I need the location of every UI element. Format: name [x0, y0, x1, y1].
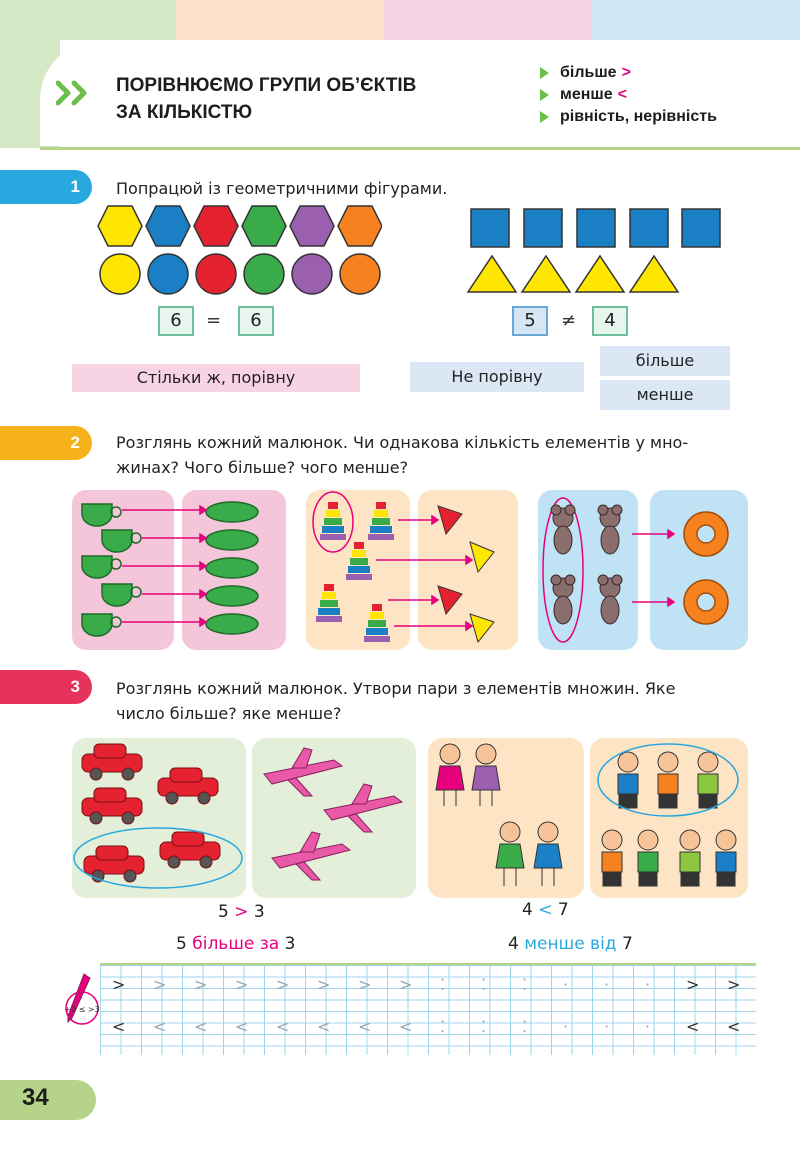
writing-cell[interactable]: >: [399, 975, 413, 994]
writing-cell[interactable]: <: [276, 1017, 290, 1036]
triangle: [522, 256, 570, 292]
mice-donuts-illustration: [538, 490, 748, 650]
task-3-text: [116, 676, 675, 726]
cup-icon: [82, 614, 112, 636]
cup-icon: [82, 556, 112, 578]
comparison-girls-boys: 4 < 7: [522, 900, 569, 920]
boy-icon: [618, 752, 638, 808]
keyword-list: [538, 62, 717, 128]
writing-cell[interactable]: ·: [645, 975, 651, 994]
car-icon: [158, 768, 218, 804]
top-band-pink: [384, 0, 592, 40]
writing-cell[interactable]: >: [153, 975, 167, 994]
writing-cell[interactable]: >: [235, 975, 249, 994]
hexagon-blue: [146, 206, 190, 246]
triangle-row: [466, 254, 696, 294]
circle-red: [196, 254, 236, 294]
pencil-icon: [60, 972, 100, 1034]
writing-cell[interactable]: >: [317, 975, 331, 994]
task-number-3: 3: [0, 670, 92, 704]
equal-sign: =: [206, 310, 222, 331]
circle-green: [244, 254, 284, 294]
pyramids-tops-illustration: [306, 490, 518, 650]
circle-row: [96, 252, 384, 296]
label-equal: Стільки ж, порівну: [72, 364, 360, 392]
top-band-green: [0, 0, 176, 40]
writing-cell[interactable]: <: [358, 1017, 372, 1036]
chevron-icon: [56, 80, 96, 110]
count-triangles: 4: [592, 306, 628, 336]
girl-icon: [436, 744, 464, 806]
pencil-label: +2 ≤ >3: [64, 1005, 100, 1014]
triangle: [576, 256, 624, 292]
spinning-top-icon: [438, 586, 462, 614]
spinning-top-icon: [470, 542, 494, 572]
writing-cell[interactable]: <: [235, 1017, 249, 1036]
pyramid-icon: [368, 502, 394, 540]
count-circles: 6: [238, 306, 274, 336]
task-2-text: [116, 430, 688, 480]
triangle: [630, 256, 678, 292]
writing-cell[interactable]: ⁚: [522, 975, 528, 994]
keyword-equality: рівність, нерівність: [538, 106, 717, 128]
top-band-blue: [592, 0, 800, 40]
task-2-line-1: Розглянь кожний малюнок. Чи однакова кількість елементів у мно-: [116, 433, 689, 452]
plate-icon: [206, 502, 258, 522]
plate-icon: [206, 558, 258, 578]
task-2-line-2: жинах? Чого більше? чого менше?: [116, 458, 409, 477]
boy-icon: [658, 752, 678, 808]
boy-icon: [602, 830, 622, 886]
circle-orange: [340, 254, 380, 294]
writing-cell[interactable]: <: [112, 1017, 126, 1036]
square: [682, 209, 720, 247]
plane-icon: [324, 784, 402, 832]
task-3-line-2: число більше? яке менше?: [116, 704, 342, 723]
spinning-top-icon: [470, 614, 494, 642]
hexagon-purple: [290, 206, 334, 246]
pyramid-icon: [364, 604, 390, 642]
writing-cell[interactable]: >: [686, 975, 700, 994]
page-number: 34: [22, 1084, 49, 1111]
writing-cell[interactable]: <: [686, 1017, 700, 1036]
writing-cell[interactable]: >: [276, 975, 290, 994]
car-icon: [82, 744, 142, 780]
donut-icon: [684, 512, 728, 556]
title-line-1: ПОРІВНЮЄМО ГРУПИ ОБ’ЄКТІВ: [116, 75, 417, 96]
square: [577, 209, 615, 247]
writing-cell[interactable]: ⁚: [481, 1017, 487, 1036]
girl-icon: [496, 822, 524, 886]
writing-cell[interactable]: >: [112, 975, 126, 994]
page-title: [116, 72, 416, 126]
phrase-more-than: 5 більше за 3: [176, 934, 296, 954]
girl-icon: [472, 744, 500, 806]
plate-icon: [206, 586, 258, 606]
hexagon-row: [96, 204, 382, 248]
label-more: більше: [600, 346, 730, 376]
circle-purple: [292, 254, 332, 294]
writing-cell[interactable]: ⁚: [522, 1017, 528, 1036]
writing-cell[interactable]: >: [727, 975, 741, 994]
writing-cell[interactable]: <: [399, 1017, 413, 1036]
title-line-2: ЗА КІЛЬКІСТЮ: [116, 102, 253, 123]
writing-cell[interactable]: ·: [563, 1017, 569, 1036]
circle-blue: [148, 254, 188, 294]
writing-cell[interactable]: ⁚: [440, 975, 446, 994]
mouse-icon: [551, 575, 575, 624]
triangle: [468, 256, 516, 292]
plate-icon: [206, 530, 258, 550]
writing-cell[interactable]: ·: [645, 1017, 651, 1036]
writing-cell[interactable]: ⁚: [481, 975, 487, 994]
writing-cell[interactable]: ·: [604, 1017, 610, 1036]
mouse-icon: [598, 505, 622, 554]
label-not-equal: Не порівну: [410, 362, 584, 392]
square: [524, 209, 562, 247]
phrase-less-than: 4 менше від 7: [508, 934, 633, 954]
writing-cell[interactable]: >: [358, 975, 372, 994]
pyramid-icon: [346, 542, 372, 580]
task-number-1: 1: [0, 170, 92, 204]
count-hexagons: 6: [158, 306, 194, 336]
cups-plates-illustration: [72, 490, 288, 650]
plane-icon: [272, 832, 350, 880]
writing-cell[interactable]: <: [317, 1017, 331, 1036]
circle-yellow: [100, 254, 140, 294]
task-number-2: 2: [0, 426, 92, 460]
boy-icon: [716, 830, 736, 886]
writing-grid[interactable]: [100, 963, 756, 1055]
not-equal-sign: ≠: [561, 310, 577, 331]
keyword-more: більше >: [538, 62, 717, 84]
mouse-icon: [598, 575, 622, 624]
car-icon: [160, 832, 220, 868]
spinning-top-icon: [438, 506, 462, 534]
square: [630, 209, 668, 247]
cup-icon: [82, 504, 112, 526]
pyramid-icon: [316, 584, 342, 622]
writing-cell[interactable]: <: [153, 1017, 167, 1036]
cup-icon: [102, 584, 132, 606]
header-divider: [40, 147, 800, 150]
children-illustration: [428, 738, 748, 898]
hexagon-yellow: [98, 206, 142, 246]
cars-planes-illustration: [72, 738, 416, 898]
hexagon-red: [194, 206, 238, 246]
boy-icon: [638, 830, 658, 886]
girl-icon: [534, 822, 562, 886]
keyword-less: менше <: [538, 84, 717, 106]
writing-cell[interactable]: ·: [604, 975, 610, 994]
pyramid-icon: [320, 502, 346, 540]
writing-cell[interactable]: >: [194, 975, 208, 994]
mouse-icon: [551, 505, 575, 554]
writing-cell[interactable]: ·: [563, 975, 569, 994]
hexagon-orange: [338, 206, 382, 246]
writing-cell[interactable]: <: [727, 1017, 741, 1036]
donut-icon: [684, 580, 728, 624]
square-row: [470, 208, 722, 248]
writing-cell[interactable]: <: [194, 1017, 208, 1036]
cup-icon: [102, 530, 132, 552]
task-3-line-1: Розглянь кожний малюнок. Утвори пари з елементів множин. Яке: [116, 679, 676, 698]
car-icon: [82, 788, 142, 824]
top-band-orange: [176, 0, 384, 40]
plate-icon: [206, 614, 258, 634]
boy-icon: [680, 830, 700, 886]
plane-icon: [264, 748, 342, 796]
square: [471, 209, 509, 247]
hexagon-green: [242, 206, 286, 246]
boy-icon: [698, 752, 718, 808]
comparison-cars-planes: 5 > 3: [218, 902, 265, 922]
writing-cell[interactable]: ⁚: [440, 1017, 446, 1036]
count-squares: 5: [512, 306, 548, 336]
task-1-text: Попрацюй із геометричними фігурами.: [116, 179, 448, 198]
label-less: менше: [600, 380, 730, 410]
